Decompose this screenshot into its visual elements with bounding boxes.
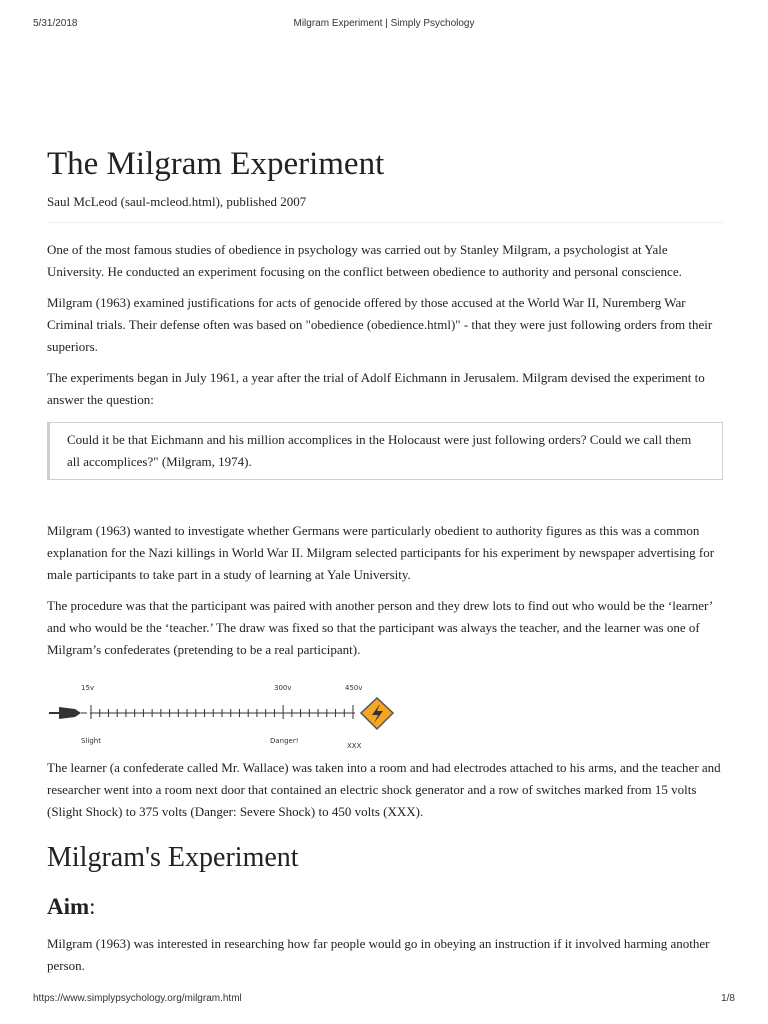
article-byline: Saul McLeod (saul-mcleod.html), published 2007: [47, 194, 723, 223]
experiments-began-paragraph: The experiments began in July 1961, a year after the trial of Adolf Eichmann in Jerusalem. Milgram devised the experiment to answer the question:: [47, 370, 705, 407]
print-page-title: Milgram Experiment | Simply Psychology: [293, 18, 475, 29]
eichmann-quote: Could it be that Eichmann and his million accomplices in the Holocaust were just following orders? Could we call them all accomplices?" (Milgram, 1974).: [47, 422, 723, 480]
print-date: 5/31/2018: [33, 18, 78, 29]
shock-generator-scale: [47, 685, 407, 749]
print-url: https://www.simplypsychology.org/milgram.html: [33, 993, 242, 1004]
shock-scale-graphic: [47, 685, 407, 749]
germans-obedience-paragraph: Milgram (1963) wanted to investigate whether Germans were particularly obedient to authority figures as this was a common explanation for the Nazi killings in World War II. Milgram selected participants for his experiment by newspaper advertising for male participants to take part in a study of learning at Yale University.: [47, 523, 715, 582]
print-page-number: 1/8: [721, 993, 735, 1004]
article-title: The Milgram Experiment: [47, 146, 385, 182]
aim-heading-label: Aim: [47, 894, 90, 919]
label-450v: 450v: [345, 684, 363, 692]
nuremberg-paragraph: Milgram (1963) examined justifications for acts of genocide offered by those accused at the World War II, Nuremberg War Criminal trials. Their defense often was based on "obedience (obedience.html)" - that they were just following orders from their superiors.: [47, 295, 713, 354]
learner-paragraph: The learner (a confederate called Mr. Wallace) was taken into a room and had electrodes attached to his arms, and the teacher and researcher went into a room next door that contained an electric shock generator and a row of switches marked from 15 volts (Slight Shock) to 375 volts (Danger: Severe Shock) to 450 volts (XXX).: [47, 760, 721, 819]
intro-paragraph: One of the most famous studies of obedience in psychology was carried out by Stanley Milgram, a psychologist at Yale University. He conducted an experiment focusing on the conflict between obedience to authority and personal conscience.: [47, 242, 682, 279]
label-slight: Slight: [81, 737, 101, 745]
danger-bolt-icon: [361, 698, 393, 729]
electrode-plug-icon: [49, 707, 87, 719]
label-300v: 300v: [274, 684, 292, 692]
aim-paragraph: Milgram (1963) was interested in researching how far people would go in obeying an instruction if it involved harming another person.: [47, 936, 710, 973]
aim-heading-colon: :: [89, 894, 96, 919]
aim-heading: [47, 892, 723, 922]
article-body: [47, 140, 723, 977]
label-danger: Danger!: [270, 737, 299, 745]
label-15v: 15v: [81, 684, 95, 692]
procedure-paragraph: The procedure was that the participant was paired with another person and they drew lots to find out who would be the ‘learner’ and who would be the ‘teacher.’ The draw was fixed so that the participant was always the teacher, and the learner was one of Milgram’s confederates (pretending to be a real participant).: [47, 598, 713, 657]
voltage-scale-line: [90, 705, 355, 719]
label-xxx: XXX: [347, 742, 362, 750]
section-heading-milgram-experiment: Milgram's Experiment: [47, 842, 299, 873]
